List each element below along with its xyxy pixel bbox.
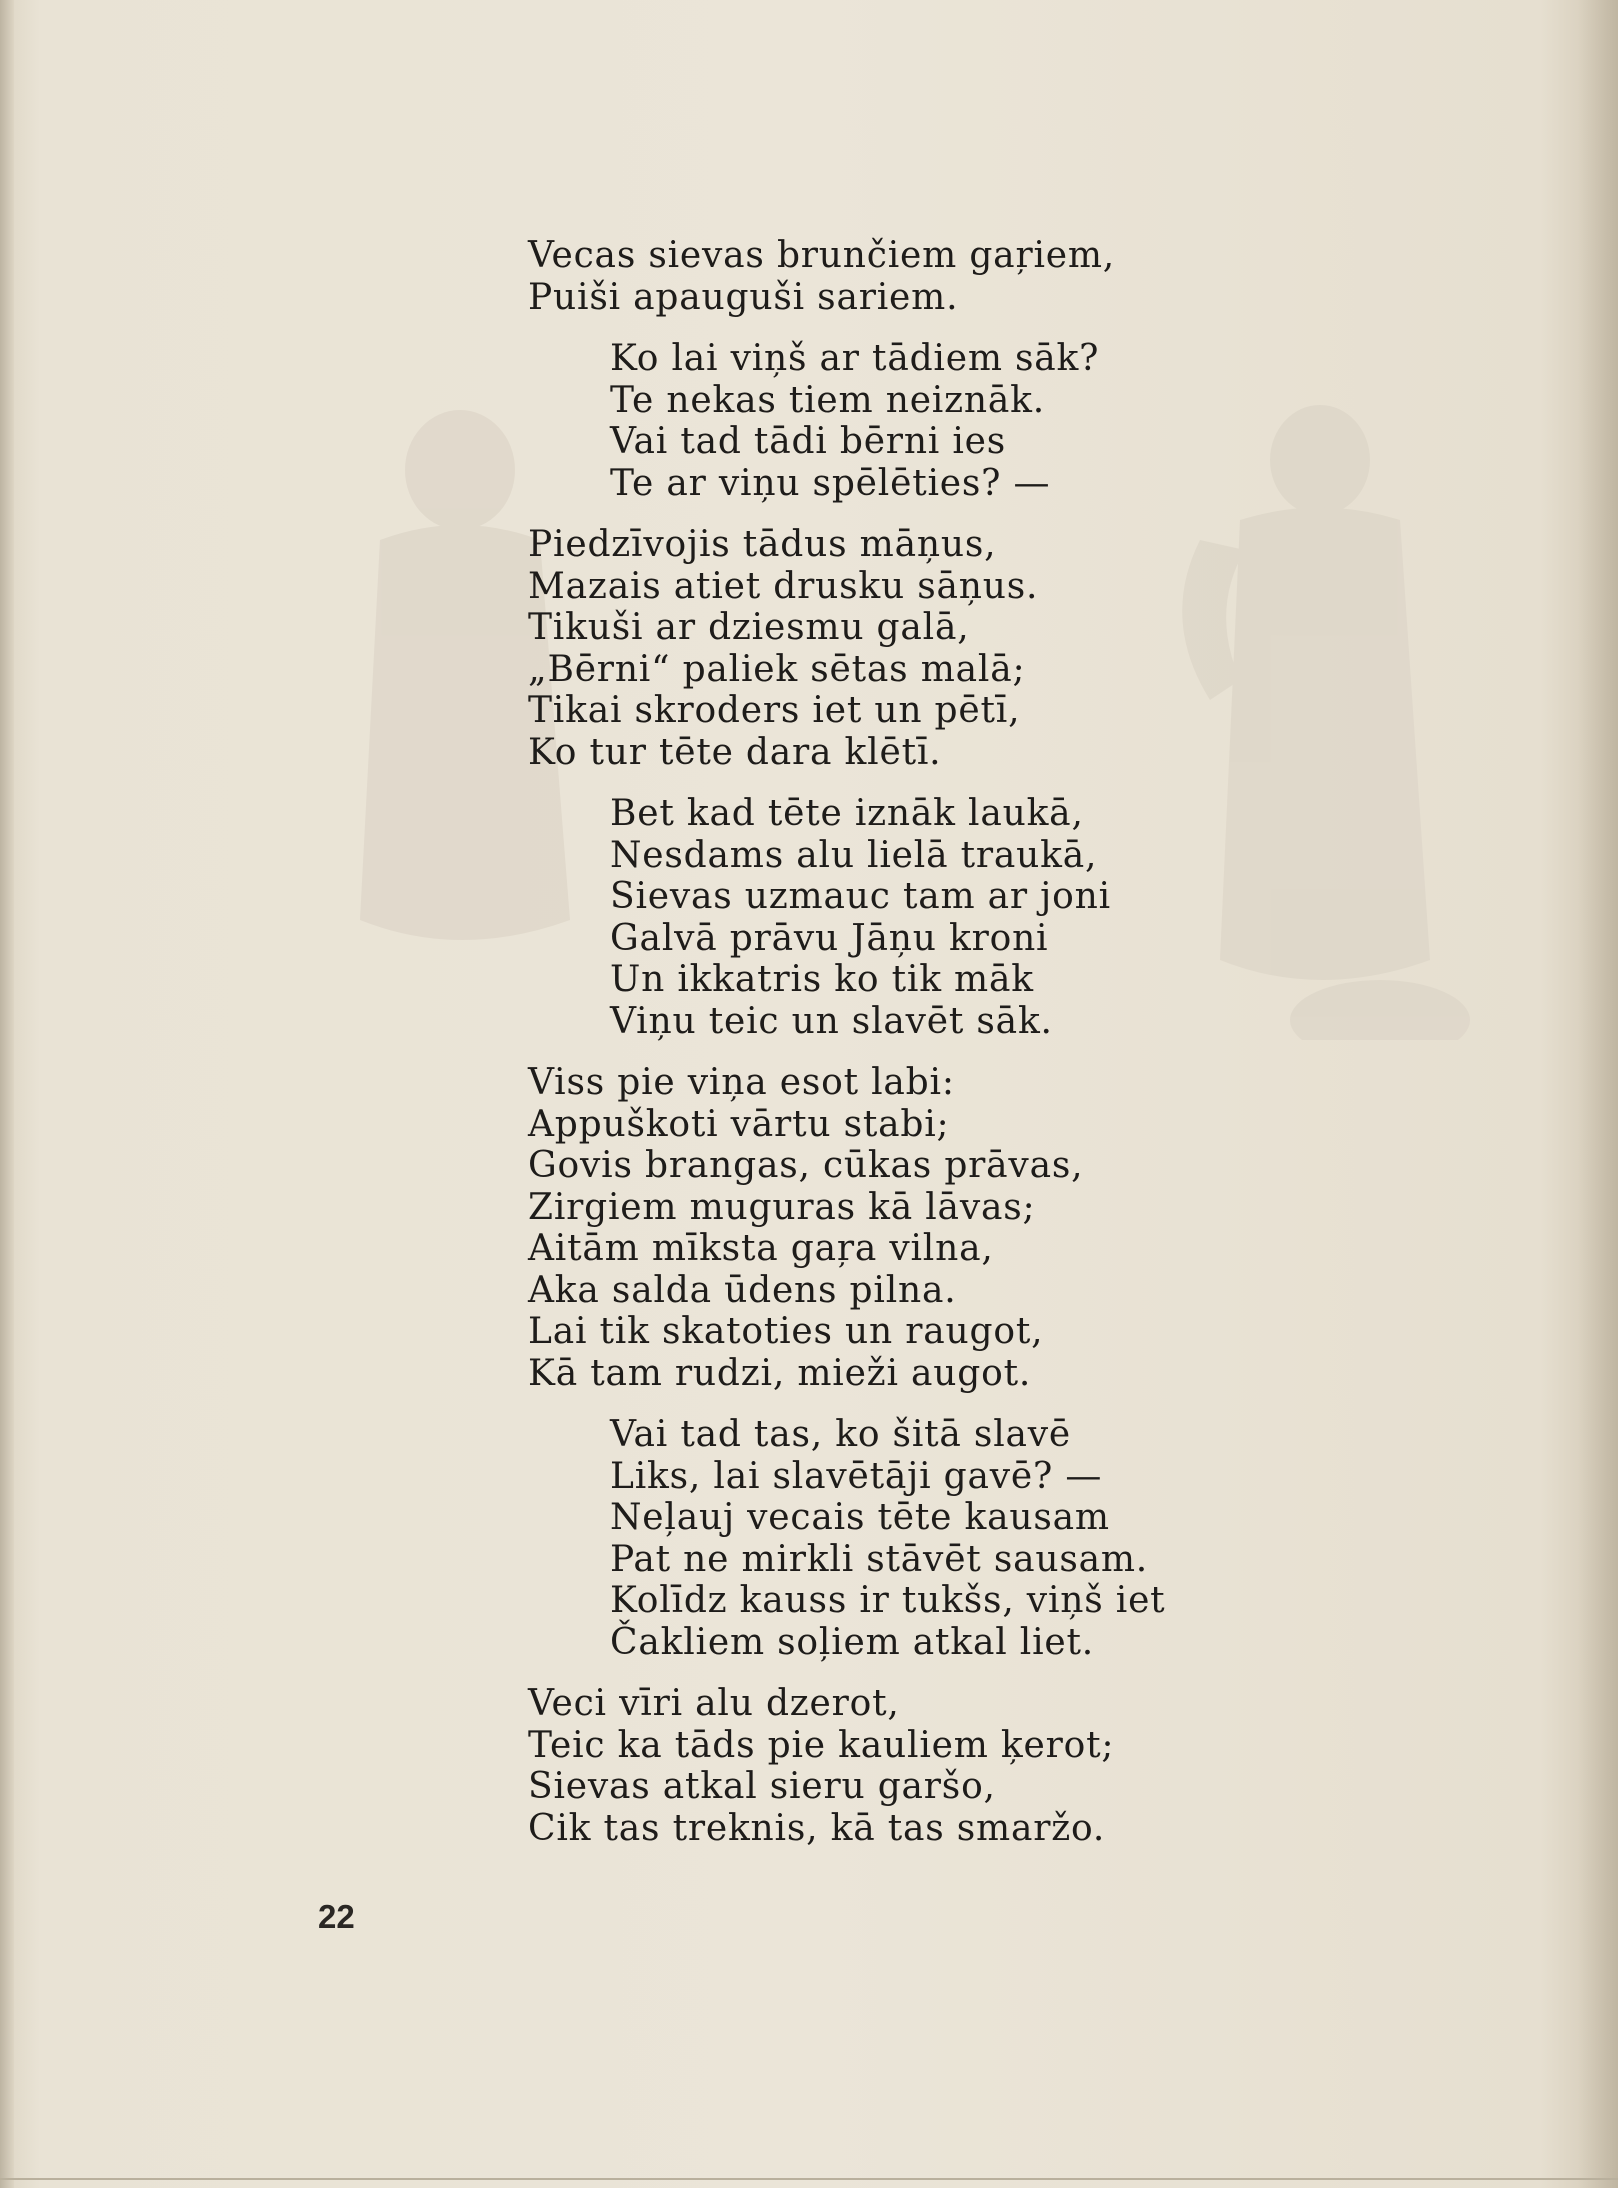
poem-line: Te ar viņu spēlēties? — (610, 462, 1051, 504)
poem-line: Vecas sievas brunčiem gaŗiem, (528, 235, 1116, 276)
poem-line: Aka salda ūdens pilna. (528, 1269, 957, 1311)
poem-line: Teic ka tāds pie kauliem ķerot; (528, 1724, 1115, 1766)
poem-line: „Bērni“ paliek sētas malā; (528, 648, 1026, 690)
page-gutter (0, 0, 14, 2188)
poem-line: Veci vīri alu dzerot, (528, 1683, 900, 1724)
stanza (528, 1683, 1538, 1849)
poem-line: Lai tik skatoties un raugot, (528, 1311, 1044, 1352)
poem-line: Piedzīvojis tādus māņus, (528, 524, 997, 565)
poem-line: Vai tad tas, ko šitā slavē (610, 1414, 1072, 1455)
poem-line: Pat ne mirkli stāvēt sausam. (610, 1538, 1149, 1580)
poem-line: Sievas atkal sieru garšo, (528, 1766, 996, 1807)
stanza (528, 235, 1538, 318)
page-edge-shadow (1578, 0, 1618, 2188)
poem-text (528, 235, 1538, 1869)
poem-line: Te nekas tiem neiznāk. (610, 379, 1045, 421)
poem-line: Kolīdz kauss ir tukšs, viņš iet (610, 1580, 1166, 1621)
poem-line: Tikai skroders iet un pētī, (528, 690, 1021, 731)
poem-line: Sievas uzmauc tam ar joni (610, 876, 1111, 917)
stanza (528, 1062, 1538, 1394)
stanza (528, 524, 1538, 773)
poem-line: Govis brangas, cūkas prāvas, (528, 1145, 1084, 1186)
poem-line: Bet kad tēte iznāk laukā, (610, 793, 1084, 834)
poem-line: Appuškoti vārtu stabi; (528, 1103, 950, 1145)
poem-line: Viņu teic un slavēt sāk. (610, 1000, 1053, 1042)
poem-line: Cik tas treknis, kā tas smaržo. (528, 1807, 1106, 1849)
poem-line: Ko lai viņš ar tādiem sāk? (610, 338, 1100, 379)
poem-line: Vai tad tādi bērni ies (610, 421, 1007, 462)
poem-line: Čakliem soļiem atkal liet. (610, 1621, 1095, 1663)
poem-line: Ko tur tēte dara klētī. (528, 731, 942, 773)
poem-line: Liks, lai slavētāji gavē? — (610, 1455, 1103, 1497)
poem-line: Puiši apauguši sariem. (528, 276, 959, 318)
stanza (610, 1414, 1538, 1663)
poem-line: Mazais atiet drusku sāņus. (528, 565, 1039, 607)
poem-line: Zirgiem muguras kā lāvas; (528, 1186, 1036, 1228)
stanza (610, 338, 1538, 504)
poem-line: Nesdams alu lielā traukā, (610, 834, 1098, 876)
poem-line: Neļauj vecais tēte kausam (610, 1497, 1110, 1538)
poem-line: Un ikkatris ko tik māk (610, 959, 1034, 1000)
poem-line: Tikuši ar dziesmu galā, (528, 607, 970, 648)
page-bottom-edge (0, 2178, 1618, 2180)
poem-line: Kā tam rudzi, mieži augot. (528, 1352, 1032, 1394)
poem-line: Viss pie viņa esot labi: (528, 1062, 955, 1103)
poem-line: Galvā prāvu Jāņu kroni (610, 917, 1049, 959)
stanza (610, 793, 1538, 1042)
page-number: 22 (318, 1898, 355, 1935)
poem-line: Aitām mīksta gaŗa vilna, (528, 1228, 994, 1269)
